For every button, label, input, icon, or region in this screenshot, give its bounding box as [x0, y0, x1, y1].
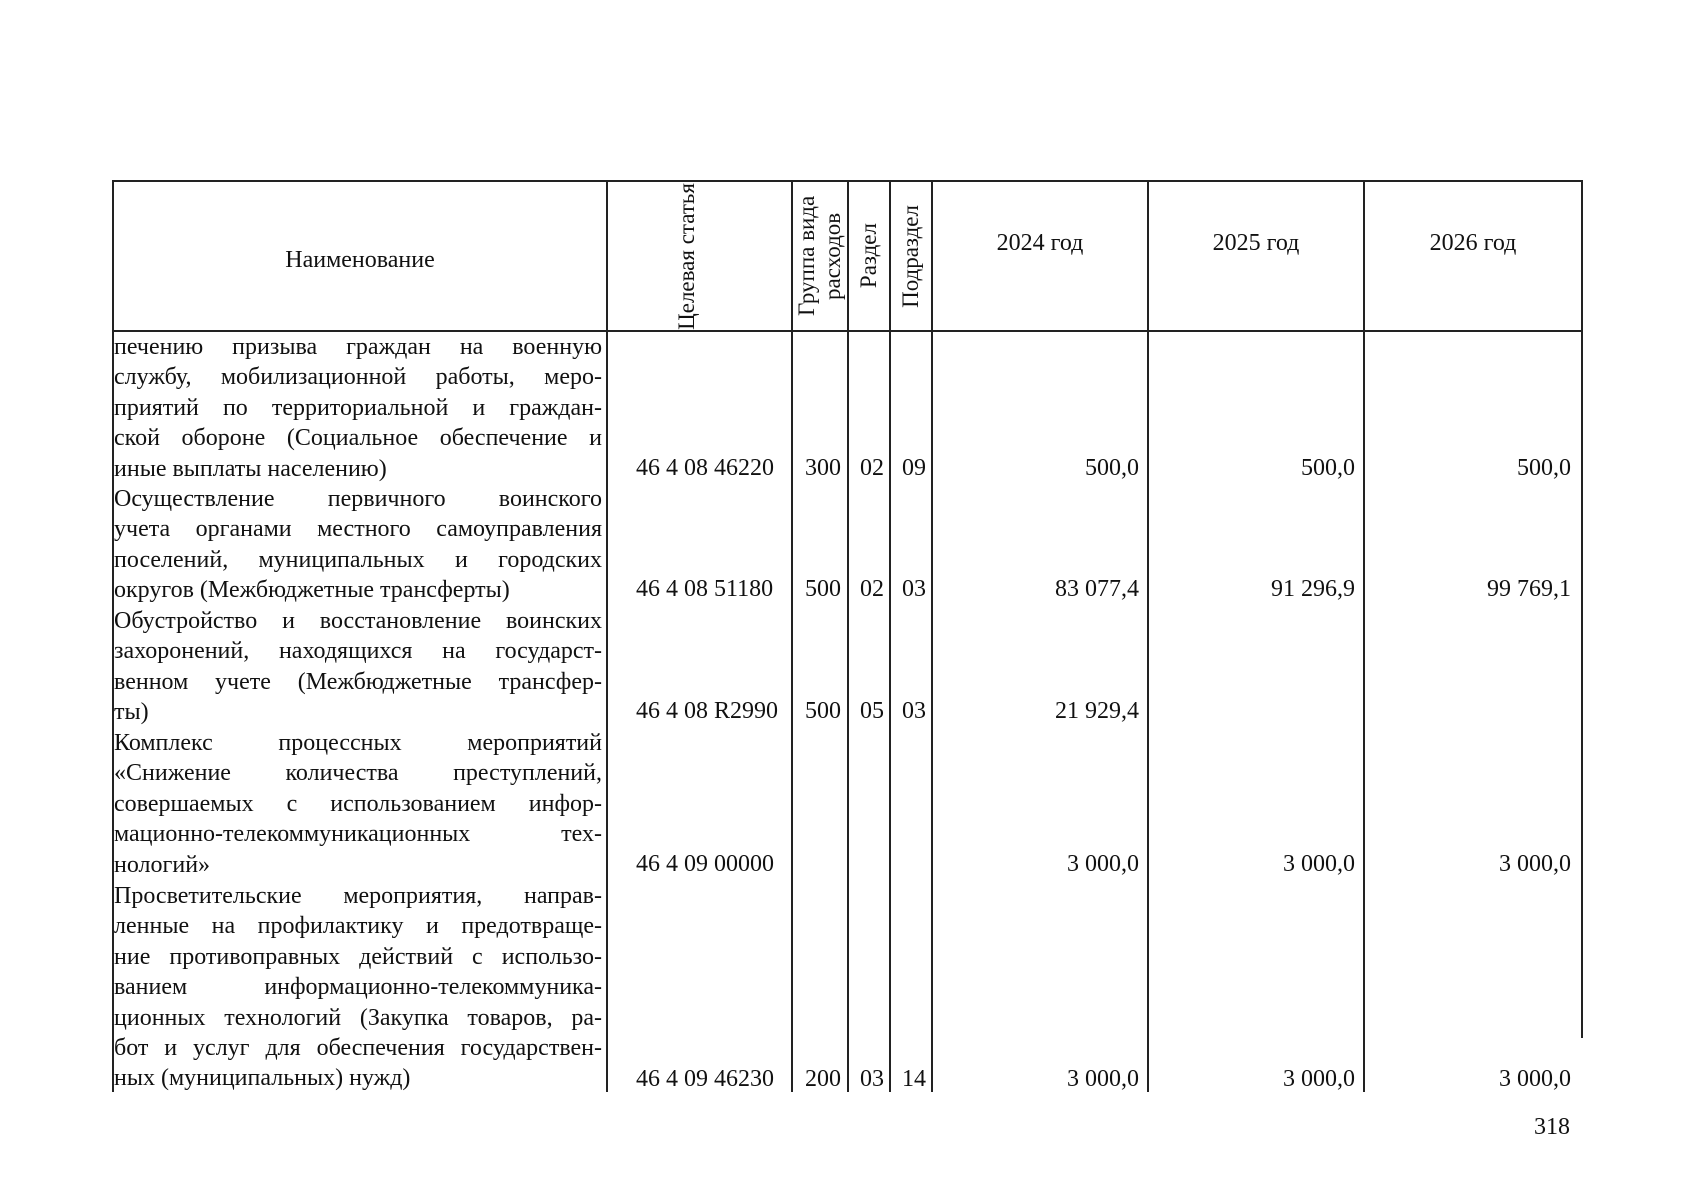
row-subsection: 14: [902, 1066, 926, 1092]
row-name-line: ленные на профилактику и предотвраще-: [114, 913, 602, 940]
row-name: [114, 881, 602, 1094]
header-target-article-label: Целевая статья: [673, 182, 699, 330]
row-name-line: ние противоправных действий с использо-: [114, 943, 602, 970]
column-divider: [1363, 332, 1365, 1092]
row-name-line: нологий»: [114, 851, 211, 878]
row-name: [114, 728, 602, 880]
row-name-line: приятий по территориальной и граждан-: [114, 394, 602, 421]
row-name-line: учета органами местного самоуправления: [114, 516, 602, 543]
column-divider: [1147, 332, 1149, 1092]
row-name-line: Просветительские мероприятия, направ-: [114, 883, 602, 909]
row-name: [114, 332, 602, 484]
row-value-2026: 99 769,1: [1487, 576, 1571, 602]
row-group: 300: [805, 455, 841, 481]
column-divider: [1581, 332, 1583, 1038]
page-number: 318: [1534, 1114, 1570, 1140]
row-value-2024: 21 929,4: [1055, 698, 1139, 724]
row-name-line: округов (Межбюджетные трансферты): [114, 577, 510, 604]
row-code: 46 4 08 51180: [636, 576, 774, 602]
row-name-line: ты): [114, 699, 149, 726]
row-name-line: поселений, муниципальных и городских: [114, 546, 602, 573]
row-value-2024: 3 000,0: [1067, 1066, 1139, 1092]
row-code: 46 4 08 R2990: [636, 698, 779, 724]
row-group: 500: [805, 576, 841, 602]
row-section: 02: [860, 455, 884, 481]
row-name-line: совершаемых с использованием инфор-: [114, 790, 602, 817]
row-value-2025: 500,0: [1301, 455, 1355, 481]
row-section: 02: [860, 576, 884, 602]
row-name: [114, 484, 602, 606]
header-expense-group: [792, 181, 848, 331]
header-section: [848, 181, 890, 331]
row-section: 05: [860, 698, 884, 724]
row-name-line: мационно-телекоммуникационных тех-: [114, 821, 602, 848]
row-name-line: захоронений, находящихся на государст-: [114, 638, 602, 665]
row-subsection: 03: [902, 698, 926, 724]
row-group: 500: [805, 698, 841, 724]
row-value-2026: 500,0: [1517, 455, 1571, 481]
row-value-2026: 3 000,0: [1499, 851, 1571, 877]
row-name-line: печению призыва граждан на военную: [114, 334, 602, 360]
row-name-line: иные выплаты населению): [114, 455, 387, 482]
budget-table-header: [112, 180, 1583, 332]
row-name: [114, 606, 602, 728]
header-year-2026: 2026 год: [1364, 181, 1582, 331]
row-name-line: «Снижение количества преступлений,: [114, 760, 602, 787]
row-code: 46 4 08 46220: [636, 455, 774, 481]
header-name: Наименование: [113, 181, 607, 331]
header-year-2024: 2024 год: [932, 181, 1148, 331]
row-name-line: ционных технологий (Закупка товаров, ра-: [114, 1004, 602, 1031]
row-code: 46 4 09 00000: [636, 851, 774, 877]
header-subsection-label: Подраздел: [898, 204, 923, 308]
row-name-line: службу, мобилизационной работы, меро-: [114, 364, 602, 391]
row-value-2025: 91 296,9: [1271, 576, 1355, 602]
row-name-line: ской обороне (Социальное обеспечение и: [114, 425, 602, 452]
row-name-line: ванием информационно-телекоммуника-: [114, 974, 602, 1001]
header-year-2025: 2025 год: [1148, 181, 1364, 331]
row-name-line: Комплекс процессных мероприятий: [114, 730, 602, 756]
row-subsection: 03: [902, 576, 926, 602]
row-value-2025: 3 000,0: [1283, 1066, 1355, 1092]
row-section: 03: [860, 1066, 884, 1092]
row-code: 46 4 09 46230: [636, 1066, 774, 1092]
row-value-2024: 3 000,0: [1067, 851, 1139, 877]
row-value-2026: 3 000,0: [1499, 1066, 1571, 1092]
budget-table-body: [112, 332, 1585, 1092]
row-name-line: Обустройство и восстановление воинских: [114, 608, 602, 634]
header-target-article: [607, 181, 792, 331]
column-divider: [606, 332, 608, 1092]
header-subsection: [890, 181, 932, 331]
row-value-2025: 3 000,0: [1283, 851, 1355, 877]
row-value-2024: 500,0: [1085, 455, 1139, 481]
header-section-label: Раздел: [856, 223, 881, 289]
row-subsection: 09: [902, 455, 926, 481]
row-name-line: ных (муниципальных) нужд): [114, 1065, 411, 1092]
header-expense-group-label: Группа вида расходов: [794, 195, 845, 317]
row-name-line: венном учете (Межбюджетные трансфер-: [114, 668, 602, 695]
row-name-line: Осуществление первичного воинского: [114, 486, 602, 512]
row-group: 200: [805, 1066, 841, 1092]
row-value-2024: 83 077,4: [1055, 576, 1139, 602]
row-name-line: бот и услуг для обеспечения государствен-: [114, 1035, 602, 1062]
